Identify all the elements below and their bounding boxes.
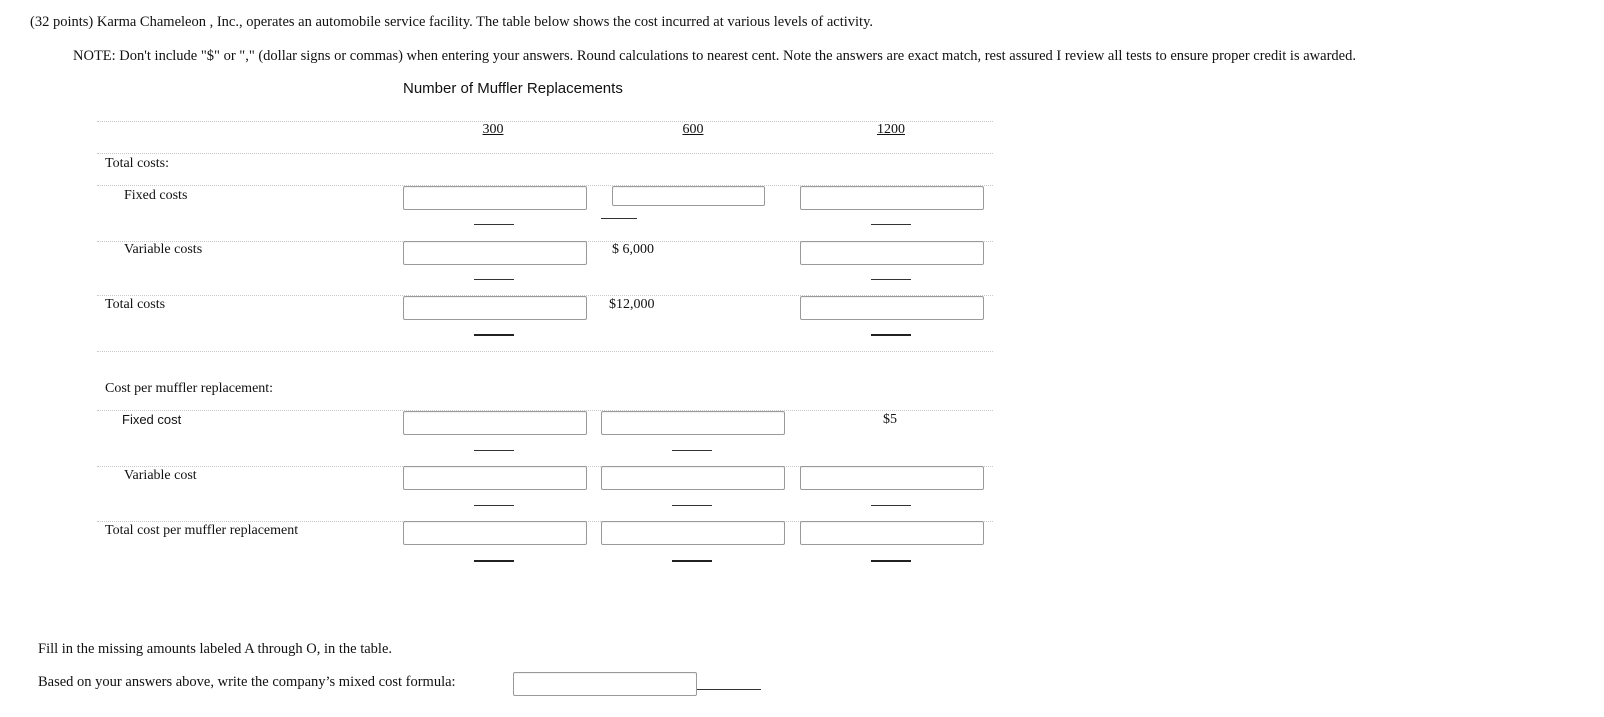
row-label-fixed-cost: Fixed cost (122, 412, 182, 427)
column-header-1200: 1200 (877, 122, 905, 137)
column-header-300: 300 (482, 122, 504, 137)
total-costs-300-input[interactable] (403, 296, 587, 320)
fixed-costs-300-input[interactable] (403, 186, 587, 210)
unit-variable-cost-600-input[interactable] (601, 466, 785, 490)
total-costs-1200-input[interactable] (800, 296, 984, 320)
answer-underline (474, 450, 514, 451)
section-label-cost-per-replacement: Cost per muffler replacement: (105, 381, 274, 396)
table-heading: Number of Muffler Replacements (403, 80, 623, 97)
question-intro: (32 points) Karma Chameleon , Inc., operates an automobile service facility. The table below shows the cost incurred at various levels of activity. (30, 14, 874, 30)
answer-underline (672, 505, 712, 506)
row-label-variable-cost: Variable cost (124, 468, 197, 483)
fixed-costs-600-input[interactable] (612, 186, 765, 206)
answer-underline (871, 505, 911, 506)
answer-underline (474, 334, 514, 336)
unit-fixed-cost-1200-value: $5 (883, 412, 897, 427)
row-label-variable-costs: Variable costs (124, 242, 203, 257)
unit-fixed-cost-300-input[interactable] (403, 411, 587, 435)
total-costs-600-value: $12,000 (609, 297, 655, 312)
answer-underline (474, 505, 514, 506)
variable-costs-300-input[interactable] (403, 241, 587, 265)
formula-prompt: Based on your answers above, write the company’s mixed cost formula: (38, 674, 456, 690)
answer-underline (474, 560, 514, 562)
table-divider (97, 153, 993, 154)
unit-fixed-cost-600-input[interactable] (601, 411, 785, 435)
variable-costs-600-value: $ 6,000 (612, 242, 654, 257)
variable-costs-1200-input[interactable] (800, 241, 984, 265)
answer-underline (871, 334, 911, 336)
answer-underline (672, 450, 712, 451)
answer-underline (474, 279, 514, 280)
answer-underline (672, 560, 712, 562)
unit-total-cost-300-input[interactable] (403, 521, 587, 545)
section-label-total-costs: Total costs: (105, 156, 169, 171)
answer-underline (697, 689, 761, 690)
answer-underline (474, 224, 514, 225)
answer-underline (601, 218, 637, 219)
row-label-total-cost-per-replacement: Total cost per muffler replacement (105, 523, 299, 538)
mixed-cost-formula-input[interactable] (513, 672, 697, 696)
table-divider (97, 351, 993, 352)
column-header-600: 600 (682, 122, 704, 137)
unit-variable-cost-300-input[interactable] (403, 466, 587, 490)
instruction-text: Fill in the missing amounts labeled A through O, in the table. (38, 641, 393, 657)
question-note: NOTE: Don't include "$" or "," (dollar signs or commas) when entering your answers. Round calculations to nearest cent. Note the answers are exact match, rest assured I review all tests to ensure proper credit is awarded. (73, 48, 1356, 64)
answer-underline (871, 224, 911, 225)
answer-underline (871, 560, 911, 562)
row-label-fixed-costs: Fixed costs (124, 188, 188, 203)
fixed-costs-1200-input[interactable] (800, 186, 984, 210)
row-label-total-costs: Total costs (105, 297, 166, 312)
unit-total-cost-600-input[interactable] (601, 521, 785, 545)
answer-underline (871, 279, 911, 280)
unit-variable-cost-1200-input[interactable] (800, 466, 984, 490)
unit-total-cost-1200-input[interactable] (800, 521, 984, 545)
